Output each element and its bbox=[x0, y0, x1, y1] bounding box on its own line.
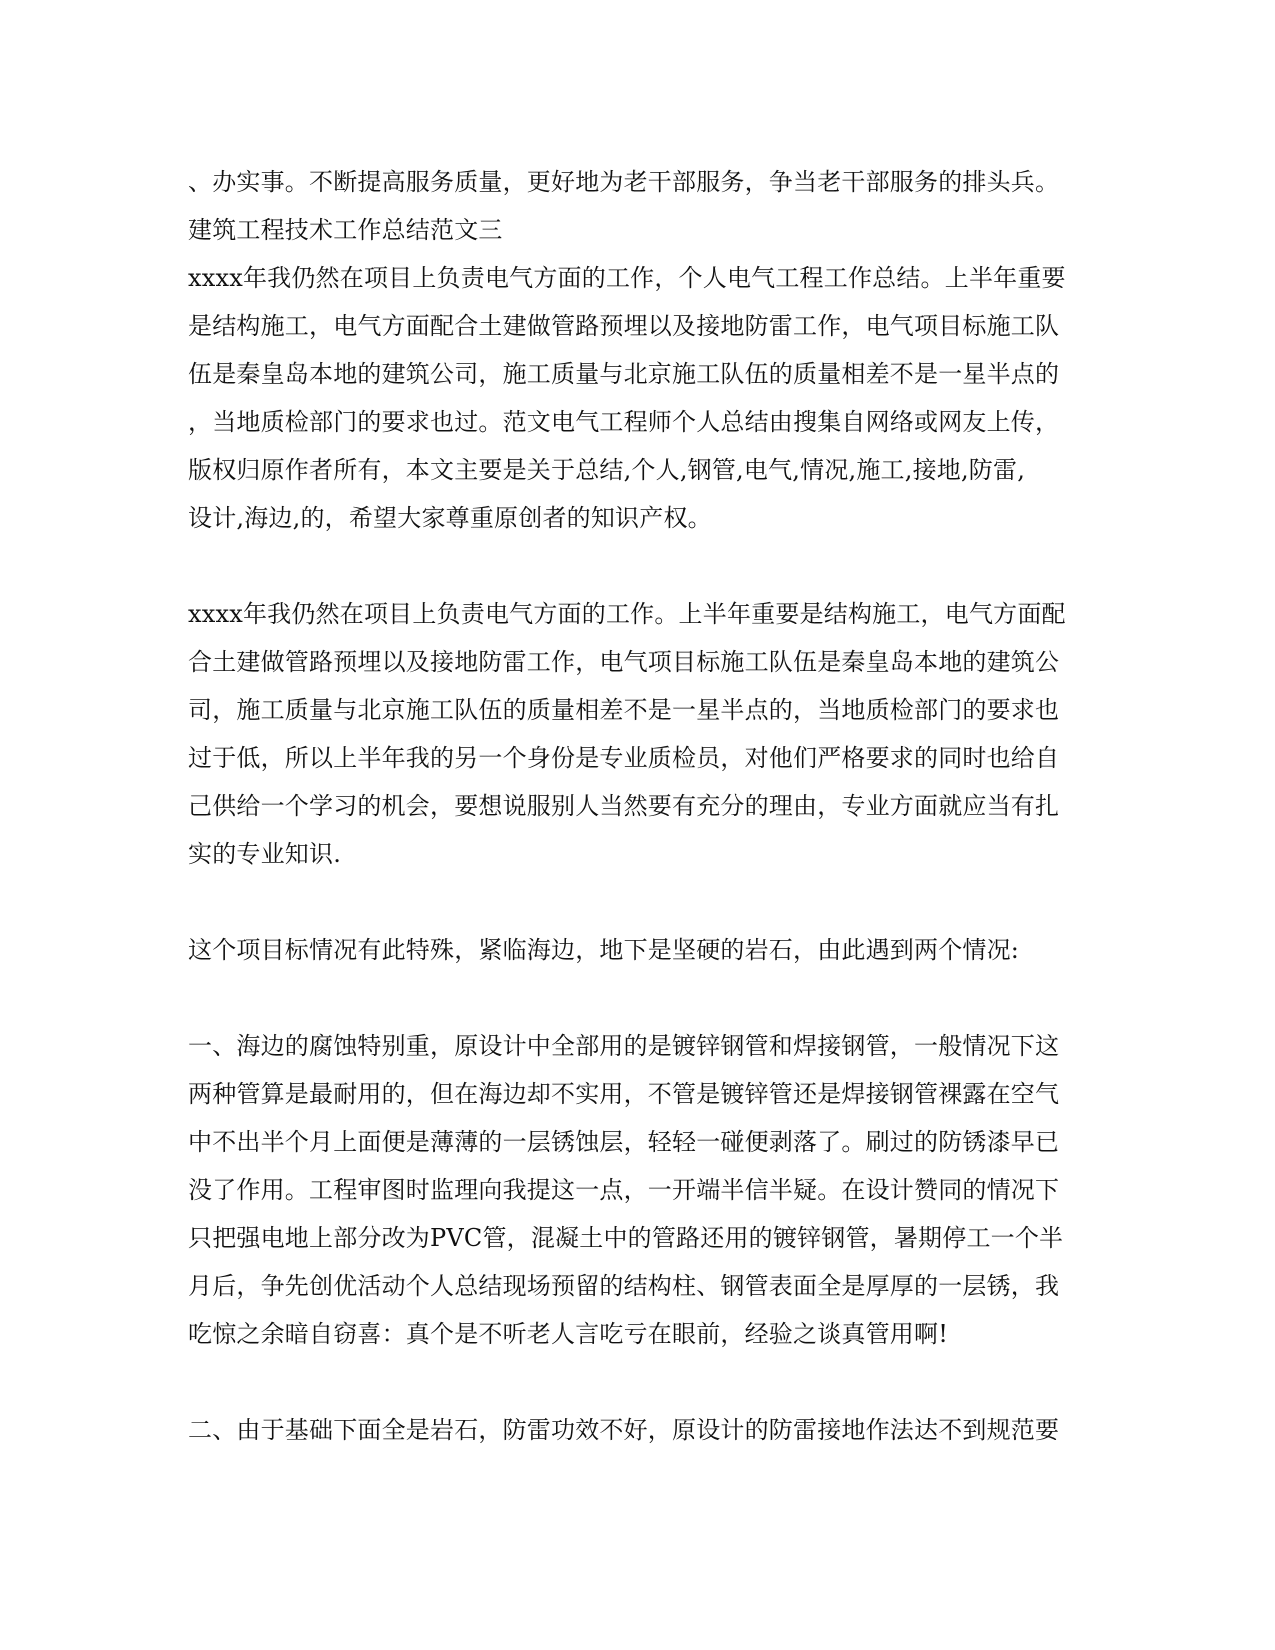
paragraph-gap bbox=[188, 878, 1088, 926]
text-line: 设计,海边,的，希望大家尊重原创者的知识产权。 bbox=[188, 504, 712, 532]
paragraph-gap bbox=[188, 974, 1088, 1022]
text-line: xxxx年我仍然在项目上负责电气方面的工作。上半年重要是结构施工，电气方面配 bbox=[188, 600, 1066, 628]
text-line: 二、由于基础下面全是岩石，防雷功效不好，原设计的防雷接地作法达不到规范要 bbox=[188, 1416, 1060, 1444]
text-line: 没了作用。工程审图时监理向我提这一点，一开端半信半疑。在设计赞同的情况下 bbox=[188, 1176, 1060, 1204]
paragraph-gap bbox=[188, 542, 1088, 590]
text-line: xxxx年我仍然在项目上负责电气方面的工作，个人电气工程工作总结。上半年重要 bbox=[188, 264, 1066, 292]
section-title: 建筑工程技术工作总结范文三 bbox=[188, 216, 503, 244]
text-line: 、办实事。不断提高服务质量，更好地为老干部服务，争当老干部服务的排头兵。 bbox=[188, 168, 1060, 196]
text-line: 版权归原作者所有，本文主要是关于总结,个人,钢管,电气,情况,施工,接地,防雷, bbox=[188, 456, 1026, 484]
text-line: 实的专业知识. bbox=[188, 840, 342, 868]
text-line: 司，施工质量与北京施工队伍的质量相差不是一星半点的，当地质检部门的要求也 bbox=[188, 696, 1060, 724]
text-line: 月后，争先创优活动个人总结现场预留的结构柱、钢管表面全是厚厚的一层锈，我 bbox=[188, 1272, 1060, 1300]
text-line: 己供给一个学习的机会，要想说服别人当然要有充分的理由，专业方面就应当有扎 bbox=[188, 792, 1060, 820]
text-line: 一、海边的腐蚀特别重，原设计中全部用的是镀锌钢管和焊接钢管，一般情况下这 bbox=[188, 1032, 1060, 1060]
text-line: 这个项目标情况有此特殊，紧临海边，地下是坚硬的岩石，由此遇到两个情况: bbox=[188, 936, 1020, 964]
text-line: 过于低，所以上半年我的另一个身份是专业质检员，对他们严格要求的同时也给自 bbox=[188, 744, 1060, 772]
text-line: 吃惊之余暗自窃喜：真个是不听老人言吃亏在眼前，经验之谈真管用啊! bbox=[188, 1320, 949, 1348]
text-line: 只把强电地上部分改为PVC管，混凝土中的管路还用的镀锌钢管，暑期停工一个半 bbox=[188, 1224, 1064, 1252]
document-body bbox=[188, 158, 1088, 1454]
text-line: 合土建做管路预埋以及接地防雷工作，电气项目标施工队伍是秦皇岛本地的建筑公 bbox=[188, 648, 1060, 676]
text-line: 两种管算是最耐用的，但在海边却不实用，不管是镀锌管还是焊接钢管裸露在空气 bbox=[188, 1080, 1060, 1108]
text-line: ，当地质检部门的要求也过。范文电气工程师个人总结由搜集自网络或网友上传， bbox=[188, 408, 1060, 436]
text-line: 是结构施工，电气方面配合土建做管路预埋以及接地防雷工作，电气项目标施工队 bbox=[188, 312, 1060, 340]
paragraph-gap bbox=[188, 1358, 1088, 1406]
text-line: 中不出半个月上面便是薄薄的一层锈蚀层，轻轻一碰便剥落了。刷过的防锈漆早已 bbox=[188, 1128, 1060, 1156]
text-line: 伍是秦皇岛本地的建筑公司，施工质量与北京施工队伍的质量相差不是一星半点的 bbox=[188, 360, 1060, 388]
